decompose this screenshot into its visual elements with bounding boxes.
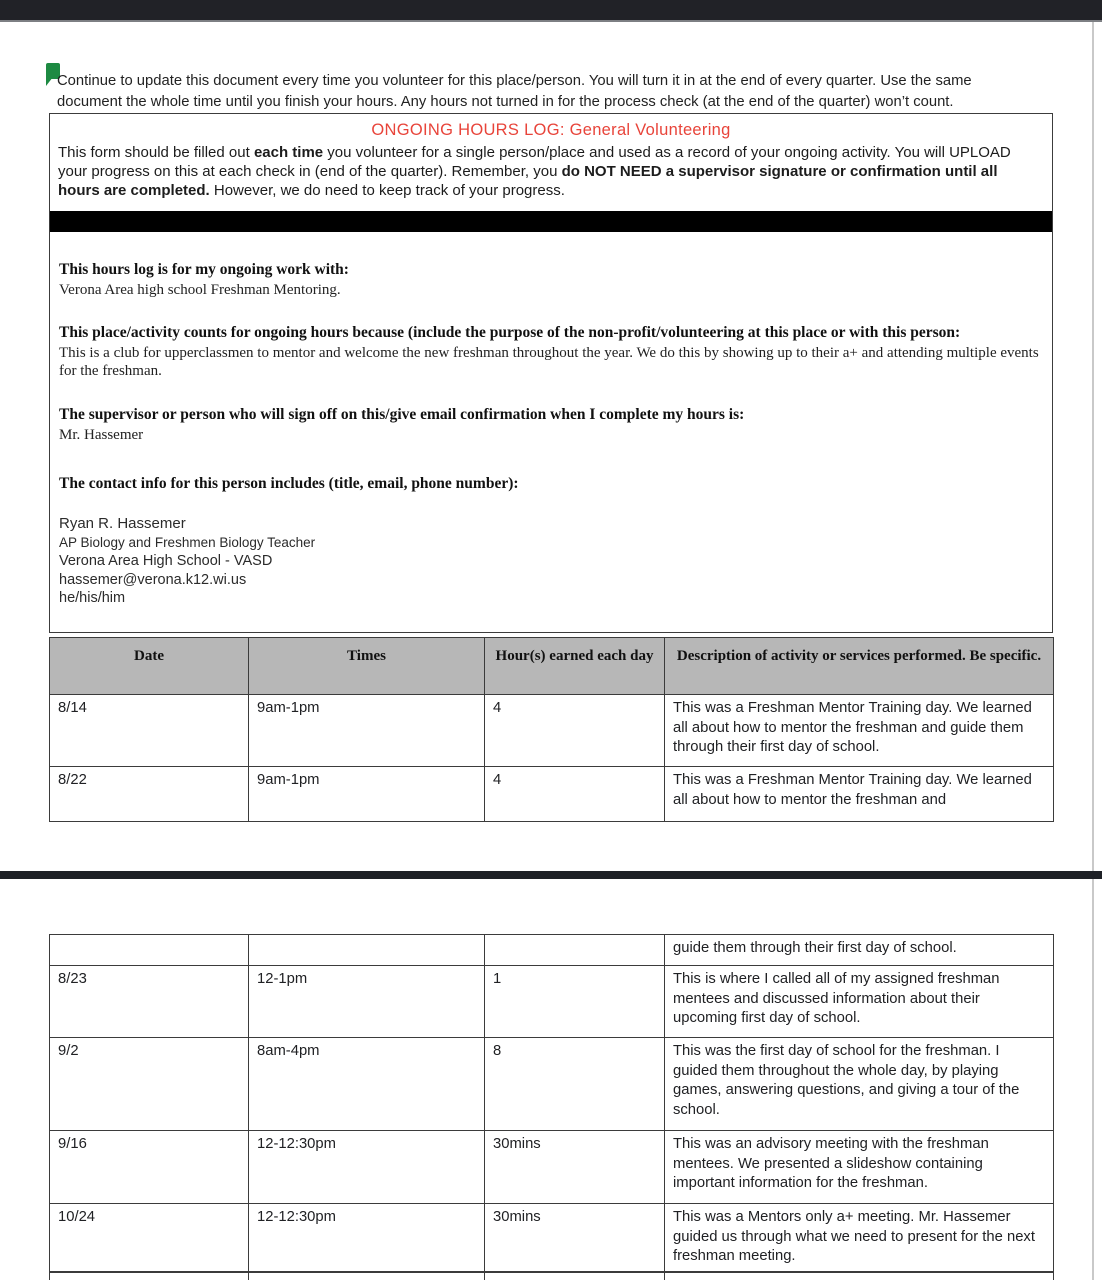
- collaborator-cursor-tail: [46, 77, 53, 86]
- date-cell[interactable]: 9/2: [50, 1038, 249, 1131]
- hours-log-table-next-row-sliver: [49, 1272, 1054, 1280]
- date-cell[interactable]: 8/22: [50, 767, 249, 822]
- section-body-work-with[interactable]: Verona Area high school Freshman Mentoring.: [59, 282, 341, 298]
- table-row: [50, 1131, 1054, 1204]
- contact-info-block[interactable]: [59, 515, 1040, 608]
- description-cell[interactable]: This was a Mentors only a+ meeting. Mr. Hassemer guided us through what we need to present for the next freshman meeting.: [665, 1204, 1054, 1272]
- description-cell[interactable]: [665, 1273, 1054, 1280]
- times-cell[interactable]: 8am-4pm: [249, 1038, 485, 1131]
- description-cell[interactable]: This was a Freshman Mentor Training day. We learned all about how to mentor the freshman and: [665, 767, 1054, 822]
- table-header-row: [50, 638, 1054, 695]
- table-row: [50, 1204, 1054, 1272]
- description-cell[interactable]: This is where I called all of my assigned freshman mentees and discussed information about their upcoming first day of school.: [665, 966, 1054, 1038]
- column-header-date: Date: [50, 638, 249, 695]
- form-description-bold1: each time: [253, 144, 324, 161]
- times-cell[interactable]: 9am-1pm: [249, 767, 485, 822]
- hours-cell[interactable]: 8: [485, 1038, 665, 1131]
- column-header-description: Description of activity or services performed. Be specific.: [665, 638, 1054, 695]
- times-cell[interactable]: 12-1pm: [249, 966, 485, 1038]
- section-heading-contact-info: The contact info for this person includes (title, email, phone number):: [59, 475, 519, 492]
- section-heading-why-counts: This place/activity counts for ongoing hours because (include the purpose of the non-profit/volunteering at this place or with this person:: [59, 323, 961, 341]
- table-row: [50, 1273, 1054, 1280]
- top-bar: [0, 0, 1102, 22]
- hours-cell[interactable]: 30mins: [485, 1131, 665, 1204]
- description-cell[interactable]: This was a Freshman Mentor Training day. We learned all about how to mentor the freshman and guide them through their first day of school.: [665, 695, 1054, 767]
- times-cell[interactable]: 12-12:30pm: [249, 1131, 485, 1204]
- intro-line-1: Continue to update this document every time you volunteer for this place/person. You will turn it in at the end of every quarter. Use the same: [57, 73, 972, 89]
- contact-name: Ryan R. Hassemer: [59, 515, 186, 532]
- hours-cell[interactable]: 30mins: [485, 1204, 665, 1272]
- hours-log-form-box: [49, 113, 1053, 633]
- hours-cell[interactable]: [485, 935, 665, 966]
- form-description-bold2: do NOT NEED a supervisor signature or confirmation until all hours are completed.: [58, 163, 998, 199]
- column-header-times: Times: [249, 638, 485, 695]
- form-description-part1: This form should be filled out: [58, 144, 254, 161]
- table-row: [50, 695, 1054, 767]
- hours-cell[interactable]: 1: [485, 966, 665, 1038]
- times-cell[interactable]: 9am-1pm: [249, 695, 485, 767]
- section-body-why-counts[interactable]: This is a club for upperclassmen to mentor and welcome the new freshman throughout the year. We do this by showing up to their a+ and attending multiple events for the freshman.: [59, 344, 1039, 379]
- contact-title: AP Biology and Freshmen Biology Teacher: [59, 534, 316, 550]
- hours-log-table-page2: [49, 934, 1054, 1272]
- table-row: [50, 767, 1054, 822]
- times-cell[interactable]: [249, 1273, 485, 1280]
- intro-paragraph: [57, 71, 1017, 112]
- table-row: [50, 1038, 1054, 1131]
- date-cell[interactable]: 8/23: [50, 966, 249, 1038]
- table-row: [50, 935, 1054, 966]
- hours-log-table-page1: [49, 637, 1054, 822]
- form-description-part2: you volunteer for a single person/place and used as a record of your ongoing activity. You will UPLOAD your progress on this at each check in (end of the quarter). Remember, you: [58, 144, 1011, 180]
- form-description-part3: However, we do need to keep track of your progress.: [209, 182, 565, 199]
- times-cell[interactable]: [249, 935, 485, 966]
- intro-line-2: document the whole time until you finish your hours. Any hours not turned in for the process check (at the end of the quarter) won’t count.: [57, 93, 954, 110]
- contact-email: hassemer@verona.k12.wi.us: [59, 571, 247, 588]
- date-cell[interactable]: 9/16: [50, 1131, 249, 1204]
- description-cell[interactable]: This was the first day of school for the freshman. I guided them throughout the whole day, by playing games, answering questions, and giving a tour of the school.: [665, 1038, 1054, 1131]
- times-cell[interactable]: 12-12:30pm: [249, 1204, 485, 1272]
- form-title: ONGOING HOURS LOG: General Volunteering: [371, 121, 731, 139]
- table-row: [50, 966, 1054, 1038]
- contact-pronouns: he/his/him: [59, 590, 126, 606]
- form-description: [58, 143, 1042, 200]
- date-cell[interactable]: 10/24: [50, 1204, 249, 1272]
- contact-school: Verona Area High School - VASD: [59, 553, 273, 569]
- page-break-divider: [0, 871, 1102, 879]
- date-cell[interactable]: [50, 1273, 249, 1280]
- section-heading-supervisor: The supervisor or person who will sign off on this/give email confirmation when I complete my hours is:: [59, 405, 745, 423]
- date-cell[interactable]: [50, 935, 249, 966]
- hours-cell[interactable]: 4: [485, 695, 665, 767]
- hours-cell[interactable]: [485, 1273, 665, 1280]
- date-cell[interactable]: 8/14: [50, 695, 249, 767]
- hours-cell[interactable]: 4: [485, 767, 665, 822]
- description-cell[interactable]: guide them through their first day of school.: [665, 935, 1054, 966]
- page-edge-line: [1092, 22, 1094, 1280]
- section-heading-work-with: This hours log is for my ongoing work with:: [59, 261, 349, 278]
- black-section-bar: [49, 211, 1053, 232]
- description-cell[interactable]: This was an advisory meeting with the freshman mentees. We presented a slideshow containing important information for the freshman.: [665, 1131, 1054, 1204]
- section-body-supervisor[interactable]: Mr. Hassemer: [59, 426, 144, 443]
- column-header-hours: Hour(s) earned each day: [485, 638, 665, 695]
